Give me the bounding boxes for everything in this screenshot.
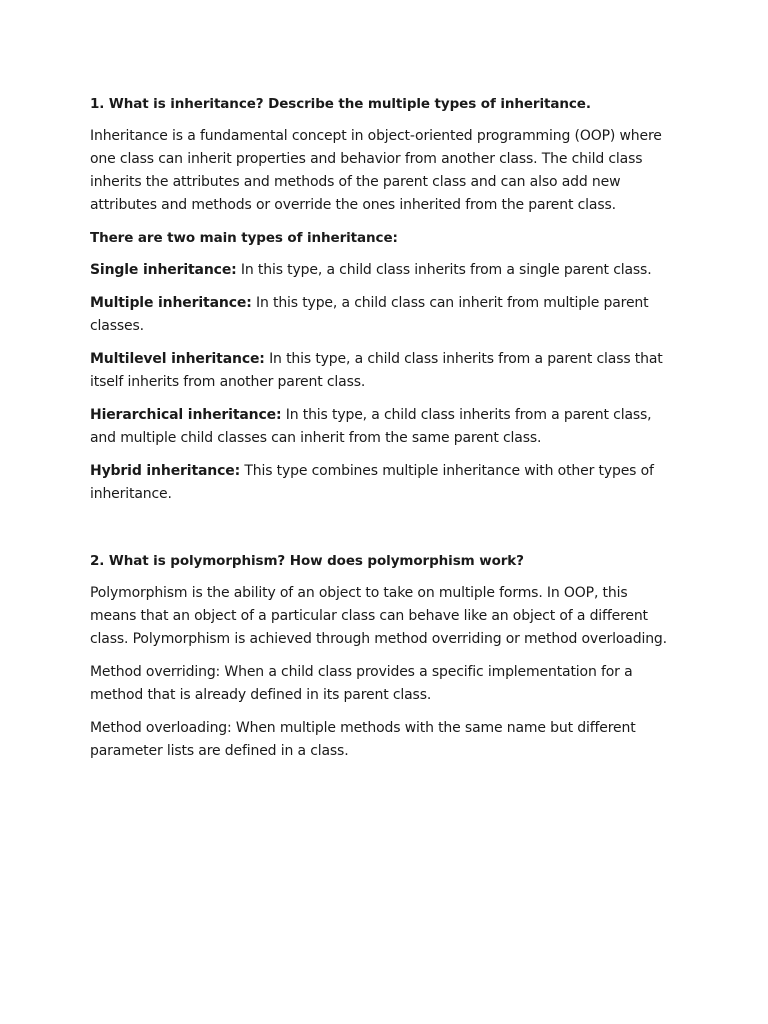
type-desc: In this type, a child class inherits from a parent class that itself inherits from another parent class. bbox=[90, 351, 663, 390]
polymorphism-intro: Polymorphism is the ability of an object to take on multiple forms. In OOP, this means that an object of a particular class can behave like an object of a different class. Polymorphism is achieved through method overriding or method overloading. bbox=[90, 585, 667, 647]
type-desc: In this type, a child class can inherit from multiple parent classes. bbox=[90, 295, 649, 334]
type-hybrid bbox=[90, 460, 668, 506]
types-heading: There are two main types of inheritance: bbox=[90, 230, 398, 246]
type-term: Multiple inheritance: bbox=[90, 295, 252, 311]
type-term: Hierarchical inheritance: bbox=[90, 407, 282, 423]
type-desc: In this type, a child class inherits from a single parent class. bbox=[236, 262, 652, 278]
type-single bbox=[90, 259, 668, 282]
type-hierarchical bbox=[90, 404, 668, 450]
type-term: Single inheritance: bbox=[90, 262, 237, 278]
method-overriding: Method overriding: When a child class provides a specific implementation for a method that is already defined in its parent class. bbox=[90, 664, 633, 703]
type-term: Hybrid inheritance: bbox=[90, 463, 241, 479]
type-desc: In this type, a child class inherits from a parent class, and multiple child classes can inherit from the same parent class. bbox=[90, 407, 652, 446]
type-multiple bbox=[90, 292, 668, 338]
question-1-heading: 1. What is inheritance? Describe the multiple types of inheritance. bbox=[90, 96, 591, 112]
section-spacer bbox=[90, 516, 668, 550]
type-term: Multilevel inheritance: bbox=[90, 351, 265, 367]
inheritance-intro: Inheritance is a fundamental concept in object-oriented programming (OOP) where one class can inherit properties and behavior from another class. The child class inherits the attributes and methods of the parent class and can also add new attributes and methods or override the ones inherited from the parent class. bbox=[90, 128, 662, 213]
question-2-heading: 2. What is polymorphism? How does polymorphism work? bbox=[90, 553, 524, 569]
method-overloading: Method overloading: When multiple methods with the same name but different parameter lists are defined in a class. bbox=[90, 720, 636, 759]
type-multilevel bbox=[90, 348, 668, 394]
type-desc: This type combines multiple inheritance with other types of inheritance. bbox=[90, 463, 654, 502]
